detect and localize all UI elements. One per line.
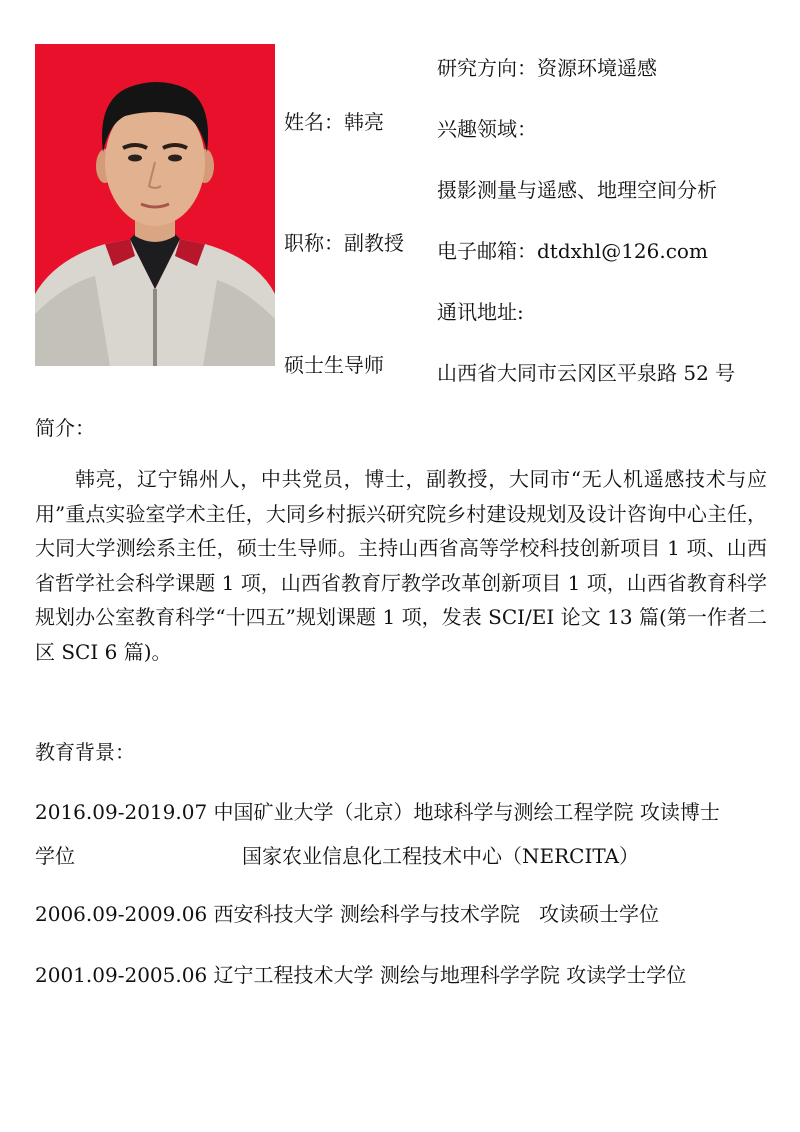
email-line: 电子邮箱：dtdxhl@126.com xyxy=(437,239,708,263)
intro-heading: 简介： xyxy=(35,416,95,440)
interest-value: 摄影测量与遥感、地理空间分析 xyxy=(437,178,717,202)
education-heading: 教育背景： xyxy=(35,740,135,764)
education-entry-phd-degree: 学位 xyxy=(35,844,75,868)
interest-label: 兴趣领域： xyxy=(437,117,537,141)
title-line: 职称：副教授 xyxy=(284,231,404,255)
education-entry-masters: 2006.09-2009.06 西安科技大学 测绘科学与技术学院 攻读硕士学位 xyxy=(35,902,659,926)
address-value: 山西省大同市云冈区平泉路 52 号 xyxy=(437,361,736,385)
education-entry-phd-joint-institution: 国家农业信息化工程技术中心（NERCITA） xyxy=(242,844,640,868)
tutor-line: 硕士生导师 xyxy=(284,353,384,377)
intro-body: 韩亮，辽宁锦州人，中共党员，博士，副教授，大同市“无人机遥感技术与应用”重点实验室学术主任，大同乡村振兴研究院乡村建设规划及设计咨询中心主任，大同大学测绘系主任，硕士生导师。主持山西省高等学校科技创新项目 1 项、山西省哲学社会科学课题 1 项，山西省教育厅教学改革创新项目 1 项，山西省教育科学规划办公室教育科学“十四五”规划课题 1 项，发表 SCI/EI 论文 13 篇(第一作者二区 SCI 6 篇)。 xyxy=(35,467,767,664)
address-label: 通讯地址: xyxy=(437,300,524,324)
education-entry-phd: 2016.09-2019.07 中国矿业大学（北京）地球科学与测绘工程学院 攻读博士 xyxy=(35,800,720,824)
education-entry-bachelors: 2001.09-2005.06 辽宁工程技术大学 测绘与地理科学学院 攻读学士学位 xyxy=(35,963,687,987)
portrait-illustration xyxy=(35,44,275,366)
research-direction: 研究方向：资源环境遥感 xyxy=(437,56,657,80)
name-line: 姓名：韩亮 xyxy=(284,110,384,134)
profile-photo xyxy=(35,44,275,366)
